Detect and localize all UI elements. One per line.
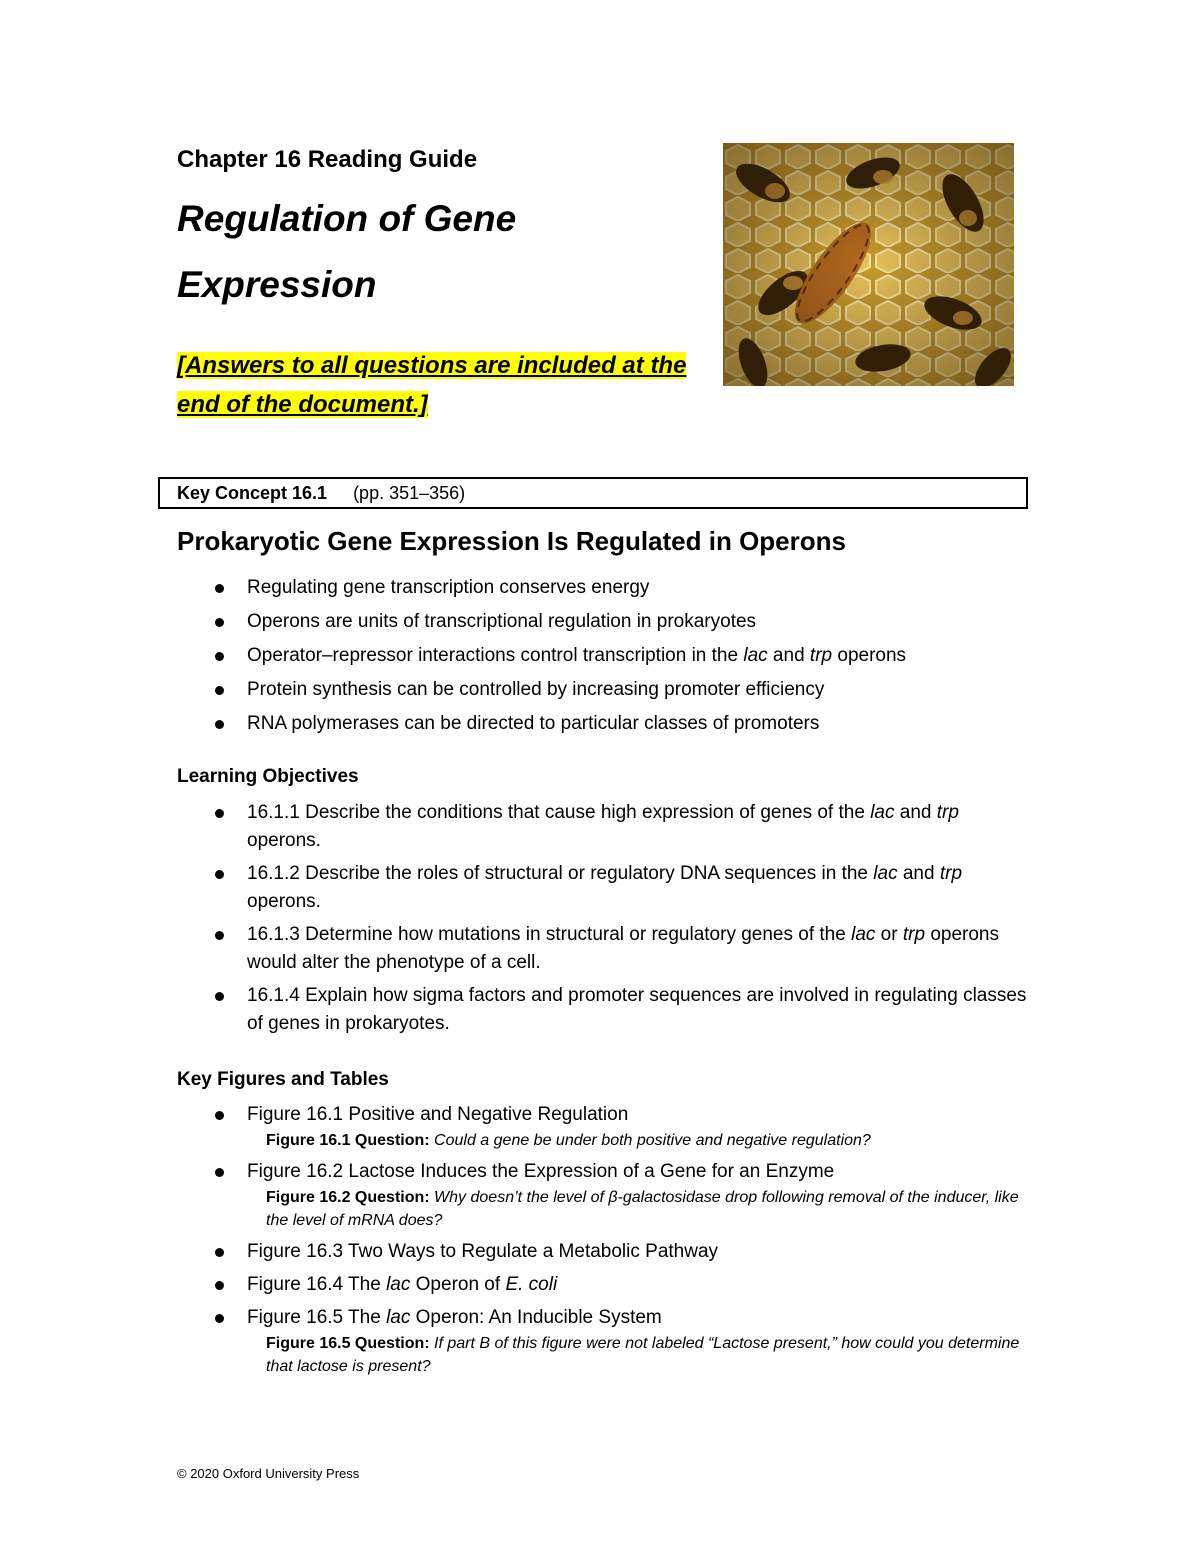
honeybee-photo [723, 143, 1014, 386]
key-figure-item [177, 1271, 1037, 1304]
concept-bullet [177, 608, 1037, 642]
text-segment: operons. [247, 830, 321, 851]
page-title: Regulation of Gene Expression [177, 198, 517, 305]
learning-objective [177, 860, 1037, 916]
bullet-dot-icon [215, 652, 224, 661]
text-segment: Operon: An Inducible System [410, 1307, 662, 1328]
text-segment: trp [809, 645, 833, 666]
text-segment: 16.1.1 Describe the conditions that cause high expression of genes of the [247, 802, 871, 823]
concept-bullet [177, 642, 1037, 676]
bullet-dot-icon [215, 809, 224, 818]
learning-objective [177, 799, 1037, 855]
key-figure-item-text [247, 1104, 628, 1125]
bullet-dot-icon [215, 1111, 224, 1120]
text-segment: and [767, 645, 810, 666]
text-segment: trp [902, 924, 926, 945]
bullet-dot-icon [215, 931, 224, 940]
concept-bullet-text [247, 611, 756, 632]
text-segment: lac [386, 1274, 411, 1295]
figure-question-text: Could a gene be under both positive and negative regulation? [434, 1132, 871, 1149]
text-segment: Operons are units of transcriptional regulation in prokaryotes [247, 611, 757, 632]
text-segment: or [875, 924, 903, 945]
bullet-dot-icon [215, 584, 224, 593]
key-figure-item-text [247, 1307, 662, 1328]
answers-note [177, 346, 697, 424]
text-segment: RNA polymerases can be directed to particular classes of promoters [247, 713, 820, 734]
concept-bullet-text [247, 577, 649, 598]
section-heading: Prokaryotic Gene Expression Is Regulated in Operons [177, 526, 846, 556]
text-segment: lac [851, 924, 876, 945]
text-segment: Operon of [410, 1274, 506, 1295]
honeybee-photo-drawing [723, 143, 1014, 386]
bullet-dot-icon [215, 1248, 224, 1257]
figure-question [266, 1186, 1037, 1232]
key-concept-box [158, 477, 1028, 509]
key-figure-item [177, 1101, 1037, 1152]
concept-bullet [177, 710, 1037, 744]
text-segment: lac [870, 802, 895, 823]
text-segment: lac [873, 863, 898, 884]
learning-objective [177, 982, 1037, 1038]
text-segment: E. coli [505, 1274, 558, 1295]
text-segment: Figure 16.2 Lactose Induces the Expression of a Gene for an Enzyme [247, 1161, 835, 1182]
text-segment: Operator–repressor interactions control transcription in the [247, 645, 744, 666]
text-segment: operons would alter the phenotype of a cell. [247, 924, 999, 973]
concept-bullet-text [247, 645, 906, 666]
concept-bullet-text [247, 679, 824, 700]
text-segment: trp [936, 802, 959, 823]
learning-objective-text [247, 863, 962, 912]
concept-bullet-list [177, 574, 1037, 744]
learning-objectives-list [177, 799, 1037, 1043]
key-figures-heading: Key Figures and Tables [177, 1069, 389, 1090]
text-segment: 16.1.2 Describe the roles of structural or regulatory DNA sequences in the [247, 863, 874, 884]
figure-question [266, 1129, 1037, 1152]
figure-question [266, 1332, 1037, 1378]
chapter-label: Chapter 16 Reading Guide [177, 146, 478, 173]
bullet-dot-icon [215, 870, 224, 879]
text-segment: Figure 16.5 The [247, 1307, 387, 1328]
text-segment: operons. [247, 891, 321, 912]
copyright-footer: © 2020 Oxford University Press [177, 1466, 360, 1481]
key-figure-item [177, 1304, 1037, 1378]
text-segment: Protein synthesis can be controlled by increasing promoter efficiency [247, 679, 825, 700]
learning-objective-text [247, 985, 1026, 1034]
learning-objective-text [247, 802, 959, 851]
concept-bullet [177, 574, 1037, 608]
concept-bullet [177, 676, 1037, 710]
key-figure-item-text [247, 1274, 557, 1295]
bullet-dot-icon [215, 1168, 224, 1177]
key-figures-list [177, 1101, 1037, 1384]
bullet-dot-icon [215, 1314, 224, 1323]
learning-objective [177, 921, 1037, 977]
text-segment: Figure 16.1 Positive and Negative Regulation [247, 1104, 629, 1125]
text-segment: Regulating gene transcription conserves energy [247, 577, 650, 598]
figure-question-text: If part B of this figure were not labeled “Lactose present,” how could you determine that lactose is present? [266, 1335, 1020, 1375]
text-segment: and [894, 802, 937, 823]
concept-bullet-text [247, 713, 819, 734]
learning-objective-text [247, 924, 999, 973]
text-segment: trp [939, 863, 963, 884]
text-segment: lac [743, 645, 768, 666]
figure-question-text: Why doesn’t the level of β-galactosidase drop following removal of the inducer, like the level of mRNA does? [266, 1189, 1019, 1229]
key-concept-pages: (pp. 351–356) [353, 483, 466, 503]
learning-objectives-heading: Learning Objectives [177, 766, 359, 787]
bullet-dot-icon [215, 618, 224, 627]
figure-question-label: Figure 16.5 Question: [266, 1335, 430, 1352]
text-segment: operons [832, 645, 907, 666]
text-segment: Figure 16.4 The [247, 1274, 387, 1295]
text-segment: 16.1.4 Explain how sigma factors and promoter sequences are involved in regulating classes of genes in prokaryotes. [247, 985, 1027, 1034]
key-figure-item [177, 1238, 1037, 1271]
answers-note-text: [Answers to all questions are included at the end of the document.] [177, 352, 687, 418]
key-figure-item [177, 1158, 1037, 1232]
key-figure-item-text [247, 1161, 834, 1182]
text-segment: and [897, 863, 940, 884]
key-concept-label: Key Concept 16.1 [177, 483, 328, 503]
bullet-dot-icon [215, 992, 224, 1001]
bullet-dot-icon [215, 1281, 224, 1290]
text-segment: Figure 16.3 Two Ways to Regulate a Metabolic Pathway [247, 1241, 719, 1262]
figure-question-label: Figure 16.2 Question: [266, 1189, 430, 1206]
figure-question-label: Figure 16.1 Question: [266, 1132, 430, 1149]
text-segment: 16.1.3 Determine how mutations in structural or regulatory genes of the [247, 924, 852, 945]
bullet-dot-icon [215, 720, 224, 729]
key-figure-item-text [247, 1241, 718, 1262]
bullet-dot-icon [215, 686, 224, 695]
text-segment: lac [386, 1307, 411, 1328]
